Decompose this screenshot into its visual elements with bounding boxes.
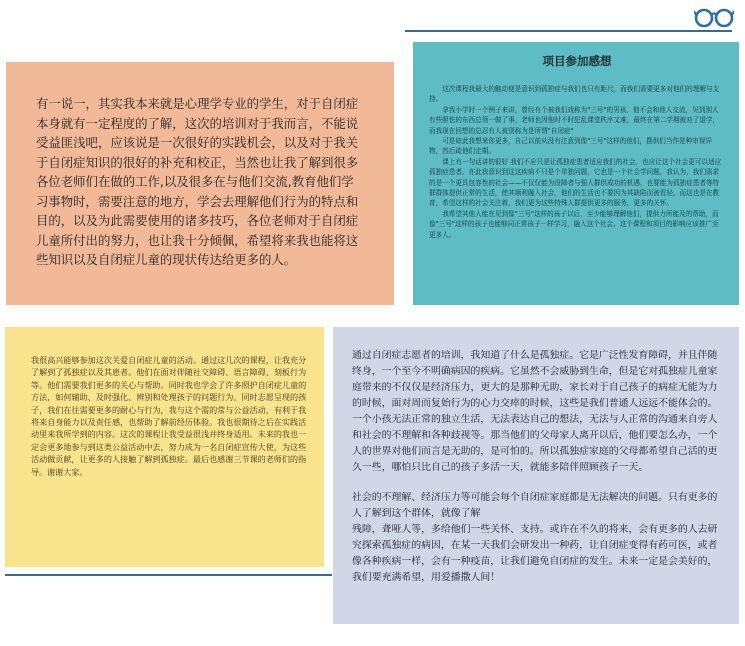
reflection-card-orange	[6, 62, 394, 305]
bottom-divider-line	[5, 574, 332, 576]
card-paragraph: 拿我小学时一个例子来讲，曾经有个被我们戏称为"三号"的男孩，他不会和他人交流，见到别人有些胆怯的东西总领一做了事，老师也因他时不时犯乱课堂秩序又难，最终在第二学期被劝了退学，而我现在回想的总忍有人被别称为是所谓"自闭症"	[429, 105, 720, 135]
card-paragraph: 我希望其他人能在见到像"三号"这样的孩子以后，至少能够理解他们，提供力所能及的帮助，而像"三号"这样的孩子也能够同正常孩子一样学习，融入这个社会。这个课程和项目的影响应该推广至更多人。	[429, 209, 719, 239]
paragraph-gap	[352, 476, 725, 490]
glasses-icon	[694, 4, 734, 30]
top-divider-line	[405, 30, 732, 32]
card-paragraph: 可是如此我想来你更多，自己以前从没有注意到像"三号"这样的他们，摆供们当作是种审视异物，然后疏他们走期。	[429, 137, 713, 156]
reflection-card-lavender	[333, 327, 739, 624]
card-paragraph: 社会的不理解、经济压力等可能会每个自闭症家庭都是无法解决的问题。只有更多的人了解到这个群体，就像了解	[352, 492, 718, 519]
card-paragraph: 这次课程我最大的触动便是意识到孤独症与我们也只有距尺，而我们需要更多对他们的理解与支持。	[429, 85, 720, 104]
card-text: 我很高兴能够参加这次关爱自闭症儿童的活动。通过这几次的课程，让我充分了解到了孤独症以及其患者。他们在面对伴随社交障碍、语言障碍、刻板行为等。他们需要我们更多的关心与帮助。同时我也学会了许多照护自闭症儿童的方法，如何辅助、及时强化、辨别和处理孩子的问题行为。同时志愿呈现的孩子，我们在往需要更多的耐心与行为，我与这个需的常与公益活动，有利于我将来自身能力以及责任感，也帮助了解前经历体验。我也很期待之后在实践活动里来我所学到的内容。这次的课程让我受益很浅并终身适用。未来的我也一定会更多地参与到这类公益活动中去，努力成为一名自闭症宣传大使，为这些活动做贡献，让更多的人接触了解到孤独症。最后也感谢三节课的老师们的指导。谢谢大家。	[31, 355, 307, 477]
card-paragraph: 课上有一句话讲的很好 我们不应只是让孤独症患者适应我们的社会，也应让这个社会更可以适应孤独症患者。亦此我意识到这这疾病不只是个单独问题，它也是一个社会学问题，我认为，我们需求的是一个更具包容性的社会——不仅仅能为没障者与强人群供成功的机遇，也要能为孤独症患者等特群群体提供正常的生活，使其顺利融入社会，他们的生活也不要因为其缺陷而被看轻，而这也是在教育，希望这样的社会关注着，我们更为这些特殊人群提供更多的服务，更多的关怀。	[429, 157, 722, 208]
card-title: 项目参加感想	[542, 54, 612, 68]
reflection-card-teal	[413, 42, 739, 305]
card-paragraph: 残障，聋哑人等，多给他们一些关怀、支持。或许在不久的将来，会有更多的人去研究探索孤独症的病因，在某一天我们会研发出一种药，让自闭症变得有药可医，或者像各种疾病一样，会有一种疫苗，让我们避免自闭症的发生。未来一定是会美好的，我们要充满希望，用爱播撒人间！	[352, 524, 718, 583]
card-text: 有一说一，其实我本来就是心理学专业的学生，对于自闭症本身就有一定程度的了解，这次的培训对于我而言，不能说受益匪浅吧，应该说是一次很好的实践机会，以及对于我关于自闭症知识的很好的补充和校正，当然也让我了解到很多各位老师们在做的工作,以及很多在与他们交流,教育他们学习事物时，需要注意的地方，学会去理解他们行为的特点和目的，以及为此需要使用的诸多技巧，各位老师对于自闭症儿童所付出的努力，也让我十分倾佩，希望将来我也能将这些知识以及自闭症儿童的现状传达给更多的人。	[36, 96, 359, 267]
card-paragraph: 通过自闭症志愿者的培训，我知道了什么是孤独症。它是广泛性发育障碍，并且伴随终身，一个至今不明确病因的疾病。它虽然不会威胁到生命，但是它对孤独症儿童家庭带来的不仅仅是经济压力，更大的是那种无助，家长对于自己孩子的病症无能为力的时候，面对周而复始行为的心力交瘁的时候，这些是我们普通人远远不能体会的。一个小孩无法正常的独立生活，无法表达自己的想法，无法与人正常的沟通来自旁人和社会的不理解和各种歧视等。那当他们的父母家人离开以后，他们要怎么办，一个人的世界对他们而言是无助的，是可怕的。所以孤独症家庭的父母都希望自己活的更久一些，哪怕只比自己的孩子多活一天，就能多陪伴照顾孩子一天。	[352, 350, 718, 473]
reflection-card-yellow	[5, 327, 324, 567]
